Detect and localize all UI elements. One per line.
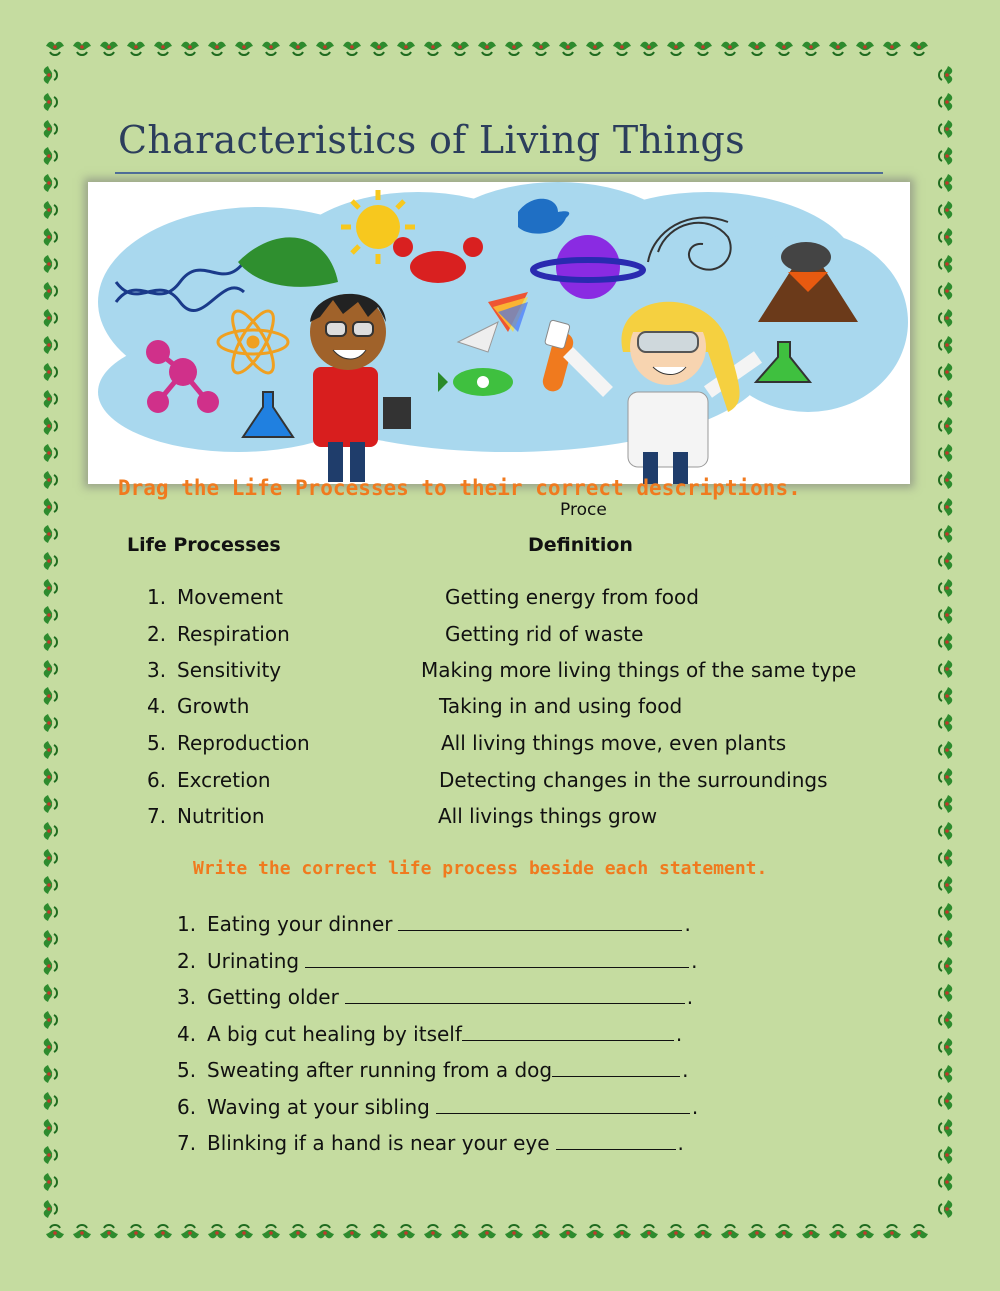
process-item[interactable]: 1. Movement: [147, 585, 283, 609]
statement-item: 7. Blinking if a hand is near your eye .: [177, 1131, 684, 1155]
definition-item[interactable]: Taking in and using food: [439, 694, 683, 718]
process-item[interactable]: 4. Growth: [147, 694, 250, 718]
process-item[interactable]: 5. Reproduction: [147, 731, 310, 755]
definition-item[interactable]: Detecting changes in the surroundings: [439, 768, 828, 792]
definition-item[interactable]: Getting rid of waste: [445, 622, 644, 646]
page-title: Characteristics of Living Things: [118, 118, 745, 162]
definition-item[interactable]: All living things move, even plants: [441, 731, 787, 755]
answer-field[interactable]: [556, 1129, 676, 1150]
answer-field[interactable]: [345, 983, 685, 1004]
answer-field[interactable]: [436, 1093, 690, 1114]
statement-item: 6. Waving at your sibling .: [177, 1095, 699, 1119]
header-definition: Definition: [528, 534, 633, 556]
statement-item: 5. Sweating after running from a dog .: [177, 1058, 689, 1082]
process-item[interactable]: 2. Respiration: [147, 622, 290, 646]
statement-item: 1. Eating your dinner .: [177, 912, 691, 936]
illustration-art: [88, 182, 910, 484]
header-life-processes: Life Processes: [127, 534, 281, 556]
answer-field[interactable]: [305, 947, 689, 968]
write-instruction: Write the correct life process beside each statement.: [193, 858, 768, 879]
statement-item: 4. A big cut healing by itself .: [177, 1022, 683, 1046]
answer-field[interactable]: [462, 1020, 674, 1041]
process-item[interactable]: 6. Excretion: [147, 768, 271, 792]
definition-item[interactable]: Getting energy from food: [445, 585, 699, 609]
answer-field[interactable]: [552, 1056, 680, 1077]
definition-item[interactable]: All livings things grow: [438, 804, 658, 828]
process-item[interactable]: 3. Sensitivity: [147, 658, 282, 682]
definition-item[interactable]: Making more living things of the same type: [421, 658, 857, 682]
answer-field[interactable]: [398, 910, 682, 931]
drag-instruction: Drag the Life Processes to their correct descriptions.: [118, 476, 801, 500]
draggable-process-label[interactable]: Proce: [560, 500, 607, 520]
process-item[interactable]: 7. Nutrition: [147, 804, 265, 828]
title-underline: [115, 172, 883, 174]
statement-item: 2. Urinating .: [177, 949, 698, 973]
statement-item: 3. Getting older .: [177, 985, 694, 1009]
